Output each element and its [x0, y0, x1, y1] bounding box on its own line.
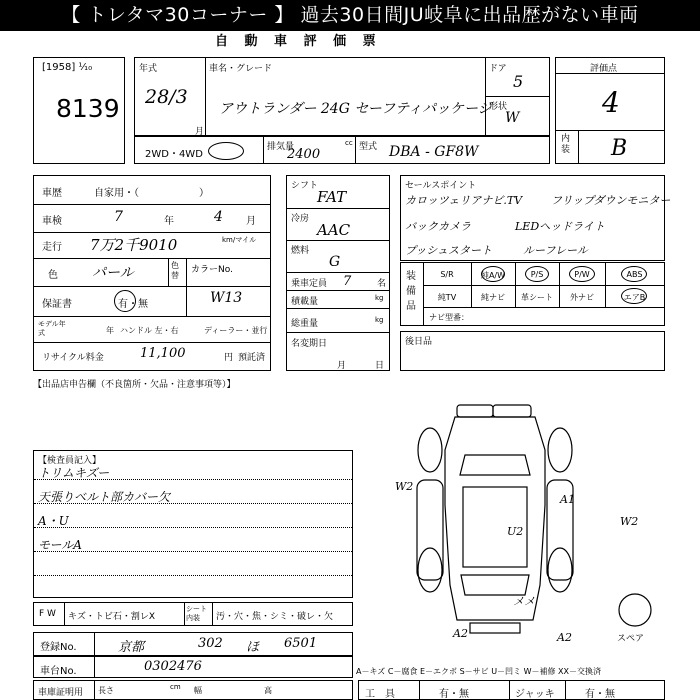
- score-value: 4: [602, 86, 620, 119]
- shape-label: 形状: [489, 102, 508, 112]
- inspector-label: 【検査員記入】: [38, 456, 102, 466]
- car-diagram: [395, 395, 675, 645]
- handle-label: ハンドル 左・右: [120, 326, 179, 335]
- lot-tag: [1958] ¹⁄₁₀: [42, 62, 93, 73]
- jack-value: 有・無: [585, 689, 615, 700]
- inspector-box: [33, 450, 353, 598]
- sales-point-6: ルーフレール: [523, 244, 588, 257]
- condition-row: [33, 602, 353, 626]
- mileage-unit: km/マイル: [222, 236, 257, 244]
- equip-leather: 革シート: [521, 293, 553, 302]
- capacity-unit: 名: [377, 279, 387, 289]
- ac-label: 冷房: [291, 214, 310, 224]
- fw-label: F W: [39, 609, 56, 619]
- spare-label: スペア: [617, 634, 645, 644]
- year-value: 28/3: [145, 86, 188, 108]
- specs-box: [286, 175, 390, 371]
- equip-abs: ABS: [626, 270, 643, 279]
- tools-label: 工 具: [365, 689, 395, 700]
- load-label: 積載量: [291, 297, 319, 307]
- doors-value: 5: [513, 72, 524, 91]
- lot-box: [33, 57, 125, 164]
- garage-width-label: 幅: [194, 686, 202, 695]
- seat-defects: 汚・穴・焦・シミ・破レ・欠: [216, 612, 334, 622]
- history-value: 自家用・（ ）: [94, 188, 209, 199]
- recycle-label: リサイクル料金: [42, 353, 104, 363]
- legend: A－キズ C－腐食 E－エクボ S－サビ U－凹ミ W－補修 XX－交換済: [356, 667, 602, 676]
- header-banner: 【 トレタマ30コーナー 】 過去30日間JU岐阜に出品歴がない車両: [0, 0, 700, 31]
- model-label: 型式: [359, 142, 378, 152]
- chassis-row: [33, 656, 353, 678]
- equip-tv: 純TV: [437, 293, 457, 302]
- color-no-label: カラーNo.: [191, 265, 233, 275]
- mileage-label: 走行: [42, 242, 62, 253]
- fw-defects: キズ・トビ石・割レX: [68, 612, 155, 622]
- drive-selected-circle: [208, 142, 244, 160]
- equip-pw: P/W: [574, 270, 590, 279]
- circle-aw: [481, 266, 505, 282]
- warranty-selected-circle: [114, 290, 136, 312]
- displacement-label: 排気量: [267, 142, 295, 152]
- doors-label: ドア: [489, 64, 507, 74]
- front-bumper-top: [457, 405, 493, 417]
- vehicle-main-box: [134, 57, 550, 136]
- windshield: [460, 455, 530, 475]
- inspection-year: 7: [114, 209, 123, 225]
- inspection-label: 車検: [42, 216, 62, 227]
- recycle-value: 11,100: [140, 346, 186, 361]
- load-unit: kg: [375, 294, 384, 302]
- capacity-label: 乗車定員: [291, 279, 328, 289]
- color-change-label: 色替: [171, 261, 179, 280]
- equip-airbag: エアB: [623, 293, 646, 302]
- registration-label: 登録No.: [40, 642, 77, 653]
- mark-right: W2: [620, 515, 639, 528]
- recycle-status: 預託済: [238, 353, 266, 363]
- displacement-unit: cc: [345, 139, 353, 147]
- drive-label: 2WD・4WD: [145, 149, 203, 160]
- dealer-label: ディーラー・並行: [204, 326, 268, 335]
- spare-tire: [619, 594, 651, 626]
- inspection-year-label: 年: [164, 216, 174, 227]
- sales-point-5: プッシュスタート: [405, 244, 493, 257]
- equipment-label: 装備品: [406, 271, 416, 312]
- rear-bumper: [470, 623, 520, 633]
- equip-navi: 純ナビ: [481, 293, 505, 302]
- front-bumper-top-right: [493, 405, 531, 417]
- inspector-note-3: A・U: [38, 514, 69, 528]
- equip-ps: P/S: [530, 270, 544, 279]
- sales-point-4: LEDヘッドライト: [515, 220, 605, 233]
- declaration-label: 【出品店申告欄（不良箇所・欠品・注意事項等）】: [33, 380, 236, 390]
- rear-right-wheel: [548, 548, 572, 592]
- mark-rear: メメ: [513, 595, 535, 608]
- tools-value: 有・無: [439, 689, 469, 700]
- sales-point-3: バックカメラ: [405, 220, 471, 233]
- equipment-box: [400, 262, 665, 326]
- inspector-note-4: モールA: [38, 538, 82, 552]
- inspector-note-1: トリムキズー: [38, 466, 110, 480]
- chassis-label: 車台No.: [40, 666, 77, 677]
- garage-length-label: 長さ: [98, 686, 114, 695]
- sales-point-2: フリップダウンモニター: [551, 194, 671, 207]
- mark-a1: A1: [560, 493, 575, 506]
- equip-ext-navi: 外ナビ: [570, 293, 594, 302]
- equip-sr: S/R: [440, 270, 454, 279]
- score-box: [555, 57, 665, 164]
- lot-number: 8139: [56, 94, 120, 123]
- sheet-title: 自 動 車 評 価 票: [215, 34, 382, 49]
- gross-weight-label: 総重量: [291, 319, 319, 329]
- equip-aw: 純A/W: [480, 271, 506, 280]
- circle-ps: [525, 266, 549, 282]
- warranty-label: 保証書: [42, 299, 72, 310]
- name-change-month: 月: [337, 361, 347, 371]
- color-value: パール: [92, 265, 134, 281]
- sales-points-label: セールスポイント: [405, 181, 477, 191]
- registration-row: [33, 632, 353, 656]
- car-name-label: 車名・グレード: [209, 64, 273, 74]
- name-change-label: 名変期日: [291, 339, 328, 349]
- shape-value: W: [505, 110, 520, 126]
- mark-u2: U2: [507, 525, 524, 538]
- sales-points-box: [400, 175, 671, 261]
- mark-a2-right: A2: [557, 631, 572, 644]
- garage-cert-row: [33, 680, 353, 700]
- front-right-wheel: [548, 428, 572, 472]
- shift-label: シフト: [291, 181, 319, 191]
- model-year-label: モデル年式: [38, 320, 66, 337]
- ac-value: AAC: [317, 221, 351, 239]
- fuel-value: G: [329, 254, 341, 270]
- circle-airbag: [621, 288, 647, 304]
- later-items-label: 後日品: [405, 337, 433, 347]
- registration-city: 京都: [118, 640, 145, 655]
- garage-length-unit: cm: [170, 683, 181, 691]
- left-side: [417, 480, 443, 580]
- fuel-label: 燃料: [291, 246, 310, 256]
- inspector-note-2: 天張りベルト部カバー欠: [38, 490, 171, 504]
- name-change-day: 日: [375, 361, 385, 371]
- tools-row: [358, 680, 665, 700]
- car-name-value: アウトランダー 24G セーフティパッケージ: [219, 101, 492, 117]
- model-year-year-label: 年: [106, 326, 114, 335]
- history-label: 車歴: [42, 188, 62, 199]
- registration-number: 6501: [284, 636, 318, 651]
- displacement-value: 2400: [287, 147, 321, 162]
- registration-class: 302: [198, 636, 223, 651]
- shift-value: FAT: [317, 188, 347, 206]
- color-no-value: W13: [210, 290, 243, 306]
- rear-left-wheel: [418, 548, 442, 592]
- model-value: DBA - GF8W: [389, 144, 479, 160]
- inspection-month-label: 月: [246, 216, 256, 227]
- mileage-value: 7万2千9010: [90, 236, 178, 254]
- later-items-box: [400, 331, 665, 371]
- car-body-outline: [445, 417, 545, 620]
- mark-a2-left: A2: [453, 627, 468, 640]
- circle-pw: [569, 266, 595, 282]
- warranty-value: 有・無: [118, 299, 148, 310]
- mark-left: W2: [395, 480, 414, 493]
- vehicle-sub-box: [134, 136, 550, 164]
- garage-height-label: 高: [264, 686, 272, 695]
- sales-point-1: カロッツェリアナビ.TV: [405, 194, 523, 207]
- front-left-wheel: [418, 428, 442, 472]
- details-box: [33, 175, 271, 371]
- year-label: 年式: [139, 64, 158, 74]
- interior-label: 内装: [561, 134, 571, 155]
- score-label: 評価点: [590, 64, 618, 74]
- chassis-value: 0302476: [144, 659, 202, 674]
- circle-abs: [621, 266, 647, 282]
- navi-model-label: ナビ型番：: [429, 313, 469, 322]
- jack-label: ジャッキ: [515, 689, 555, 700]
- interior-value: B: [611, 136, 628, 161]
- color-label: 色: [48, 270, 58, 281]
- registration-kana: ほ: [246, 640, 260, 655]
- rear-window: [461, 575, 529, 595]
- garage-cert-label: 車庫証明用: [38, 688, 84, 698]
- recycle-unit: 円: [224, 353, 234, 363]
- year-month-label: 月: [195, 127, 205, 137]
- seat-label: シート内装: [186, 605, 207, 622]
- inspection-month: 4: [214, 209, 223, 225]
- capacity-value: 7: [343, 274, 352, 289]
- gross-weight-unit: kg: [375, 316, 384, 324]
